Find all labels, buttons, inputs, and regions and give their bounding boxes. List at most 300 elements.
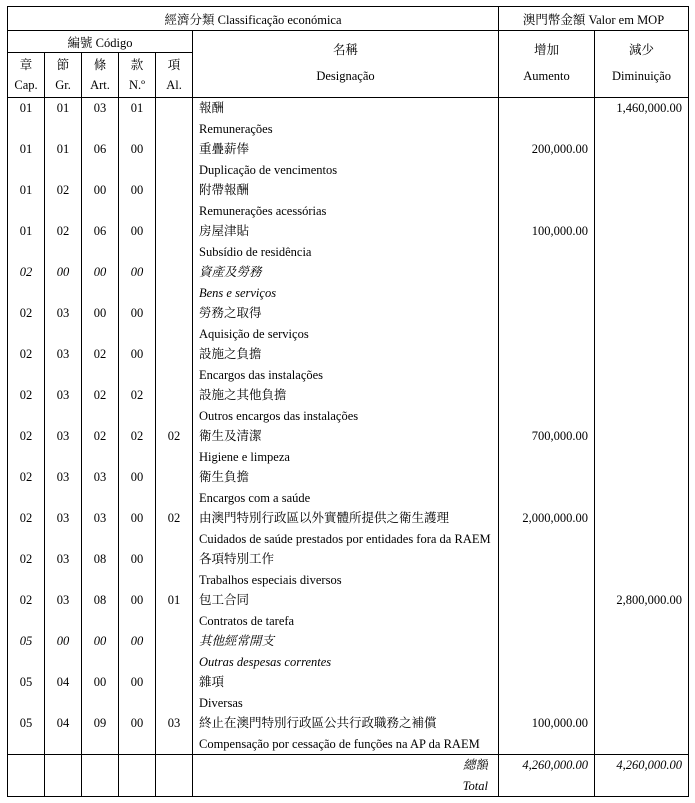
code-n-value: 00 [130, 183, 144, 197]
designation-pt: Remunerações [199, 121, 273, 136]
code-n-value: 02 [130, 388, 144, 402]
decrease-cell [595, 139, 689, 180]
decrease-value [595, 467, 682, 488]
code-gr-value: 02 [56, 224, 70, 238]
designation-cell [193, 139, 499, 180]
table-row [8, 180, 689, 221]
code-cap-cell [8, 672, 45, 713]
table-row [8, 590, 689, 631]
designation-cell [193, 262, 499, 303]
increase-header-pt: Aumento [523, 69, 570, 83]
decrease-header [595, 31, 689, 98]
code-n-cell [119, 303, 156, 344]
decrease-value [595, 508, 682, 529]
code-n-cell [119, 508, 156, 549]
code-col-header-art [82, 53, 119, 98]
code-gr-value: 01 [56, 101, 70, 115]
decrease-value [595, 262, 682, 283]
code-art-cell [82, 262, 119, 303]
code-n-cell [119, 631, 156, 672]
increase-value [499, 631, 588, 652]
decrease-value [595, 385, 682, 406]
increase-header [499, 31, 595, 98]
total-decrease-cell [595, 755, 689, 797]
increase-cell [499, 590, 595, 631]
code-cap-value: 02 [19, 265, 33, 279]
code-gr-cell [45, 303, 82, 344]
code-col-gr-zh: 節 [56, 58, 70, 73]
code-col-cap-zh: 章 [19, 58, 33, 73]
code-col-header-n [119, 53, 156, 98]
code-al-cell [156, 590, 193, 631]
decrease-value [595, 426, 682, 447]
code-cap-value: 01 [19, 142, 33, 156]
designation-zh: 資產及勞務 [199, 265, 262, 279]
code-n-cell [119, 467, 156, 508]
code-art-cell [82, 98, 119, 140]
designation-zh: 雜項 [199, 675, 225, 689]
code-al-value [156, 221, 192, 242]
total-code-gr-cell [45, 755, 82, 797]
decrease-value [595, 303, 682, 324]
code-col-n-pt: N.º [128, 78, 146, 93]
code-col-al-pt: Al. [166, 78, 182, 93]
code-art-value: 00 [93, 675, 107, 689]
code-art-cell [82, 508, 119, 549]
decrease-header-pt: Diminuição [612, 69, 672, 83]
total-increase-value: 4,260,000.00 [522, 758, 588, 772]
decrease-value [595, 344, 682, 365]
economic-classification-header: 經濟分類 Classificação económica [8, 7, 499, 31]
designation-header [193, 31, 499, 98]
increase-value [499, 590, 588, 611]
increase-cell [499, 344, 595, 385]
code-gr-value: 04 [56, 675, 70, 689]
code-al-cell [156, 344, 193, 385]
decrease-cell [595, 303, 689, 344]
code-gr-cell [45, 590, 82, 631]
code-al-cell [156, 508, 193, 549]
total-label-pt: Total [462, 778, 488, 793]
table-row [8, 467, 689, 508]
code-n-value: 00 [130, 552, 144, 566]
code-art-value: 03 [93, 470, 107, 484]
code-n-cell [119, 549, 156, 590]
total-increase-cell [499, 755, 595, 797]
code-art-value: 00 [93, 265, 107, 279]
code-n-cell [119, 139, 156, 180]
code-gr-value: 03 [56, 429, 70, 443]
table-body [8, 98, 689, 755]
designation-pt: Remunerações acessórias [199, 203, 327, 218]
code-art-cell [82, 713, 119, 755]
code-al-value [156, 180, 192, 201]
designation-pt: Subsídio de residência [199, 244, 312, 259]
code-col-n-zh: 款 [130, 58, 144, 73]
increase-header-stack [499, 31, 594, 97]
decrease-cell [595, 221, 689, 262]
code-col-header-gr [45, 53, 82, 98]
designation-cell [193, 303, 499, 344]
increase-cell [499, 508, 595, 549]
increase-value [499, 467, 588, 488]
increase-value: 200,000.00 [531, 142, 588, 156]
designation-pt: Bens e serviços [199, 285, 277, 300]
decrease-cell [595, 590, 689, 631]
designation-pt: Cuidados de saúde prestados por entidades fora da RAEM [199, 531, 491, 546]
code-gr-cell [45, 139, 82, 180]
designation-cell [193, 549, 499, 590]
code-n-value: 02 [130, 429, 144, 443]
code-n-value: 00 [130, 224, 144, 238]
total-label-cell [193, 755, 499, 797]
designation-pt: Outros encargos das instalações [199, 408, 359, 423]
decrease-cell [595, 713, 689, 755]
code-cap-cell [8, 98, 45, 140]
code-n-value: 01 [130, 101, 144, 115]
code-al-cell [156, 426, 193, 467]
code-n-cell [119, 262, 156, 303]
code-art-cell [82, 590, 119, 631]
code-cap-cell [8, 303, 45, 344]
decrease-cell [595, 631, 689, 672]
budget-table [7, 6, 689, 797]
increase-cell [499, 180, 595, 221]
designation-cell [193, 180, 499, 221]
designation-cell [193, 672, 499, 713]
code-art-value: 02 [93, 388, 107, 402]
decrease-header-zh: 減少 [629, 43, 655, 58]
code-al-value [156, 139, 192, 160]
code-n-value: 00 [130, 634, 144, 648]
increase-cell [499, 139, 595, 180]
code-gr-value: 00 [56, 634, 70, 648]
code-art-cell [82, 549, 119, 590]
increase-cell [499, 467, 595, 508]
increase-value: 100,000.00 [531, 716, 588, 730]
code-al-cell [156, 467, 193, 508]
decrease-cell [595, 344, 689, 385]
code-art-cell [82, 672, 119, 713]
increase-value [499, 385, 588, 406]
decrease-value [595, 713, 682, 734]
code-col-cap-pt: Cap. [14, 78, 38, 93]
designation-cell [193, 385, 499, 426]
code-cap-value: 02 [19, 388, 33, 402]
decrease-cell [595, 549, 689, 590]
amount-header: 澳門幣金額 Valor em MOP [499, 7, 689, 31]
code-cap-value: 01 [19, 224, 33, 238]
increase-cell [499, 549, 595, 590]
code-art-cell [82, 221, 119, 262]
increase-value [499, 672, 588, 693]
code-cap-cell [8, 508, 45, 549]
table-row [8, 385, 689, 426]
table-row [8, 98, 689, 140]
code-art-cell [82, 303, 119, 344]
decrease-cell [595, 98, 689, 140]
total-code-art-cell [82, 755, 119, 797]
designation-pt: Trabalhos especiais diversos [199, 572, 342, 587]
code-al-value [156, 672, 192, 693]
code-art-value: 09 [93, 716, 107, 730]
code-cap-cell [8, 139, 45, 180]
table-row [8, 426, 689, 467]
code-gr-cell [45, 672, 82, 713]
designation-zh: 由澳門特別行政區以外實體所提供之衛生護理 [199, 511, 450, 525]
increase-cell [499, 426, 595, 467]
decrease-cell [595, 426, 689, 467]
increase-cell [499, 713, 595, 755]
increase-cell [499, 221, 595, 262]
decrease-cell [595, 672, 689, 713]
decrease-cell [595, 508, 689, 549]
designation-zh: 附帶報酬 [199, 183, 250, 197]
code-n-value: 00 [130, 675, 144, 689]
designation-zh: 重疊薪俸 [199, 142, 250, 156]
designation-zh: 其他經常開支 [199, 634, 275, 648]
code-al-cell [156, 549, 193, 590]
designation-zh: 衛生及清潔 [199, 429, 262, 443]
designation-zh: 房屋津貼 [199, 224, 250, 238]
code-al-cell [156, 98, 193, 140]
increase-value: 2,000,000.00 [522, 511, 588, 525]
total-code-al-cell [156, 755, 193, 797]
code-gr-value: 03 [56, 552, 70, 566]
code-al-cell [156, 631, 193, 672]
table-row [8, 549, 689, 590]
code-gr-cell [45, 713, 82, 755]
increase-cell [499, 262, 595, 303]
code-col-gr-pt: Gr. [55, 78, 71, 93]
code-cap-cell [8, 713, 45, 755]
code-n-value: 00 [130, 306, 144, 320]
code-gr-cell [45, 631, 82, 672]
code-gr-cell [45, 262, 82, 303]
decrease-value [595, 631, 682, 652]
designation-pt: Compensação por cessação de funções na AP da RAEM [199, 736, 480, 751]
designation-cell [193, 590, 499, 631]
code-al-value [156, 631, 192, 652]
total-label-zh: 總額 [462, 758, 488, 772]
code-art-cell [82, 426, 119, 467]
table-row [8, 303, 689, 344]
code-col-header-cap [8, 53, 45, 98]
code-n-value: 00 [130, 470, 144, 484]
code-cap-value: 05 [19, 716, 33, 730]
code-cap-cell [8, 467, 45, 508]
total-decrease-value: 4,260,000.00 [616, 758, 683, 772]
code-col-al-zh: 項 [167, 58, 181, 73]
code-cap-cell [8, 426, 45, 467]
code-n-cell [119, 221, 156, 262]
code-gr-cell [45, 98, 82, 140]
code-n-cell [119, 672, 156, 713]
designation-cell [193, 508, 499, 549]
code-al-cell [156, 672, 193, 713]
increase-value [499, 262, 588, 283]
code-col-art-zh: 條 [93, 58, 107, 73]
designation-pt: Higiene e limpeza [199, 449, 290, 464]
code-cap-cell [8, 385, 45, 426]
designation-header-zh: 名稱 [332, 43, 358, 58]
code-gr-value: 01 [56, 142, 70, 156]
table-row [8, 631, 689, 672]
code-art-value: 02 [93, 347, 107, 361]
table-row [8, 221, 689, 262]
designation-cell [193, 221, 499, 262]
designation-zh: 設施之負擔 [199, 347, 262, 361]
table-footer [8, 755, 689, 797]
designation-pt: Outras despesas correntes [199, 654, 332, 669]
code-gr-value: 03 [56, 470, 70, 484]
designation-cell [193, 467, 499, 508]
increase-value [499, 344, 588, 365]
designation-zh: 勞務之取得 [199, 306, 262, 320]
designation-pt: Contratos de tarefa [199, 613, 295, 628]
code-n-value: 00 [130, 716, 144, 730]
code-art-value: 02 [93, 429, 107, 443]
table-row [8, 672, 689, 713]
designation-pt: Aquisição de serviços [199, 326, 309, 341]
decrease-header-stack [595, 31, 688, 97]
increase-value [499, 98, 588, 119]
code-n-value: 00 [130, 265, 144, 279]
code-gr-value: 04 [56, 716, 70, 730]
code-cap-value: 02 [19, 306, 33, 320]
designation-zh: 包工合同 [199, 593, 250, 607]
code-art-value: 08 [93, 552, 107, 566]
designation-cell [193, 344, 499, 385]
decrease-value: 1,460,000.00 [616, 101, 683, 115]
code-n-cell [119, 344, 156, 385]
designation-zh: 各項特別工作 [199, 552, 275, 566]
code-cap-value: 02 [19, 593, 33, 607]
increase-cell [499, 631, 595, 672]
decrease-value [595, 139, 682, 160]
code-al-value: 03 [167, 716, 181, 730]
code-n-cell [119, 590, 156, 631]
code-al-value [156, 303, 192, 324]
code-n-cell [119, 426, 156, 467]
code-cap-value: 01 [19, 101, 33, 115]
code-n-value: 00 [130, 593, 144, 607]
code-cap-cell [8, 549, 45, 590]
code-cap-value: 02 [19, 470, 33, 484]
designation-cell [193, 98, 499, 140]
increase-value [499, 303, 588, 324]
table-header [8, 7, 689, 98]
code-al-cell [156, 385, 193, 426]
code-al-cell [156, 713, 193, 755]
code-al-value [156, 467, 192, 488]
increase-cell [499, 385, 595, 426]
code-n-value: 00 [130, 142, 144, 156]
code-n-cell [119, 385, 156, 426]
increase-cell [499, 303, 595, 344]
code-art-value: 03 [93, 101, 107, 115]
increase-value [499, 180, 588, 201]
designation-cell [193, 426, 499, 467]
decrease-cell [595, 467, 689, 508]
increase-value: 700,000.00 [531, 429, 588, 443]
code-art-cell [82, 385, 119, 426]
header-row-2 [8, 31, 689, 53]
code-gr-value: 03 [56, 388, 70, 402]
code-cap-cell [8, 631, 45, 672]
code-art-value: 00 [93, 634, 107, 648]
decrease-cell [595, 385, 689, 426]
code-art-cell [82, 467, 119, 508]
code-art-cell [82, 631, 119, 672]
code-col-art-pt: Art. [90, 78, 110, 93]
designation-pt: Encargos com a saúde [199, 490, 311, 505]
code-gr-cell [45, 549, 82, 590]
code-gr-value: 03 [56, 347, 70, 361]
code-al-value: 01 [167, 593, 181, 607]
decrease-value [595, 221, 682, 242]
code-header: 編號 Código [8, 31, 193, 53]
code-gr-value: 03 [56, 306, 70, 320]
code-cap-value: 05 [19, 634, 33, 648]
code-n-value: 00 [130, 511, 144, 525]
code-art-value: 06 [93, 142, 107, 156]
table-row [8, 262, 689, 303]
code-gr-cell [45, 508, 82, 549]
total-code-cap-cell [8, 755, 45, 797]
code-gr-value: 03 [56, 511, 70, 525]
code-gr-cell [45, 426, 82, 467]
total-code-n-cell [119, 755, 156, 797]
designation-pt: Encargos das instalações [199, 367, 324, 382]
code-cap-value: 02 [19, 429, 33, 443]
code-art-value: 03 [93, 511, 107, 525]
total-row [8, 755, 689, 797]
table-row [8, 508, 689, 549]
code-cap-value: 02 [19, 347, 33, 361]
code-gr-value: 03 [56, 593, 70, 607]
code-art-cell [82, 344, 119, 385]
code-al-cell [156, 303, 193, 344]
decrease-value [595, 549, 682, 570]
code-gr-cell [45, 180, 82, 221]
code-art-cell [82, 180, 119, 221]
increase-header-zh: 增加 [533, 43, 559, 58]
code-gr-cell [45, 344, 82, 385]
code-n-cell [119, 98, 156, 140]
code-cap-cell [8, 344, 45, 385]
decrease-value [595, 180, 682, 201]
code-n-cell [119, 713, 156, 755]
header-row-1 [8, 7, 689, 31]
decrease-cell [595, 262, 689, 303]
designation-header-pt: Designação [316, 69, 375, 83]
code-cap-value: 02 [19, 511, 33, 525]
increase-value [499, 549, 588, 570]
code-cap-cell [8, 262, 45, 303]
code-art-value: 00 [93, 306, 107, 320]
code-al-cell [156, 262, 193, 303]
designation-header-stack [193, 31, 498, 97]
designation-pt: Duplicação de vencimentos [199, 162, 338, 177]
code-cap-value: 01 [19, 183, 33, 197]
decrease-cell [595, 180, 689, 221]
code-cap-cell [8, 221, 45, 262]
table-row [8, 713, 689, 755]
designation-cell [193, 631, 499, 672]
code-al-value [156, 549, 192, 570]
code-al-value [156, 262, 192, 283]
